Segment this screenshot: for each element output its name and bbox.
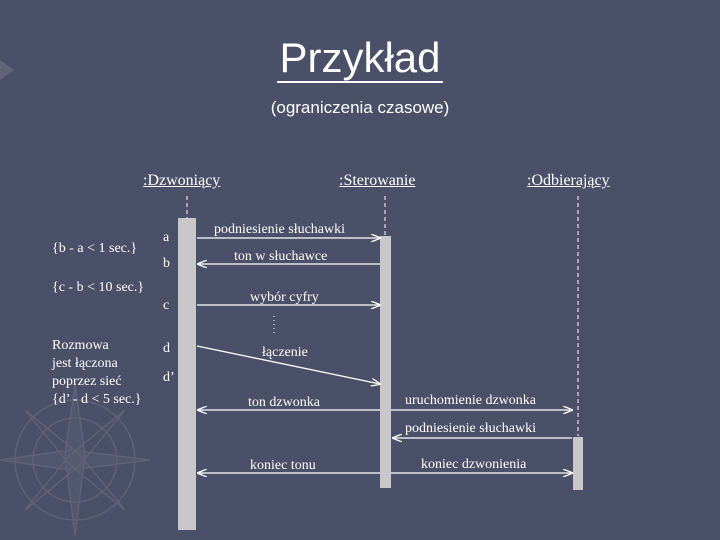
message-label-dial-tone: ton w słuchawce xyxy=(234,249,328,264)
time-mark-a: a xyxy=(163,230,170,245)
participant-control: :Sterowanie xyxy=(339,172,416,189)
message-label-pickup: podniesienie słuchawki xyxy=(214,222,346,237)
message-label-digit: wybór cyfry xyxy=(250,290,319,305)
slide-subtitle: (ograniczenia czasowe) xyxy=(270,98,450,117)
activation-callee xyxy=(573,437,583,490)
constraint-b-a: {b - a < 1 sec.} xyxy=(52,241,138,256)
message-label-ring-tone: ton dzwonka xyxy=(248,395,320,410)
time-mark-d-prime: d’ xyxy=(163,370,175,385)
time-mark-d: d xyxy=(163,341,170,356)
constraint-note-line: jest łączona xyxy=(52,356,118,371)
activation-caller xyxy=(178,218,196,530)
message-label-end-tone: koniec tonu xyxy=(250,458,316,473)
constraint-note-line: Rozmowa xyxy=(52,338,109,353)
constraint-note xyxy=(52,337,142,409)
message-label-callee-pickup: podniesienie słuchawki xyxy=(405,421,537,436)
message-label-end-ring: koniec dzwonienia xyxy=(421,457,527,472)
constraint-note-line: poprzez sieć xyxy=(52,374,122,389)
time-mark-c: c xyxy=(163,298,170,313)
time-mark-b: b xyxy=(163,256,170,271)
activation-control xyxy=(380,236,391,488)
message-label-start-ring: uruchomienie dzwonka xyxy=(405,393,537,408)
constraint-c-b: {c - b < 10 sec.} xyxy=(52,280,145,295)
slide-title: Przykład xyxy=(279,34,441,81)
participant-callee: :Odbierający xyxy=(527,172,610,189)
message-label-connect: łączenie xyxy=(262,345,308,360)
participant-caller: :Dzwoniący xyxy=(143,172,221,189)
constraint-note-line: {d’ - d < 5 sec.} xyxy=(52,392,142,407)
